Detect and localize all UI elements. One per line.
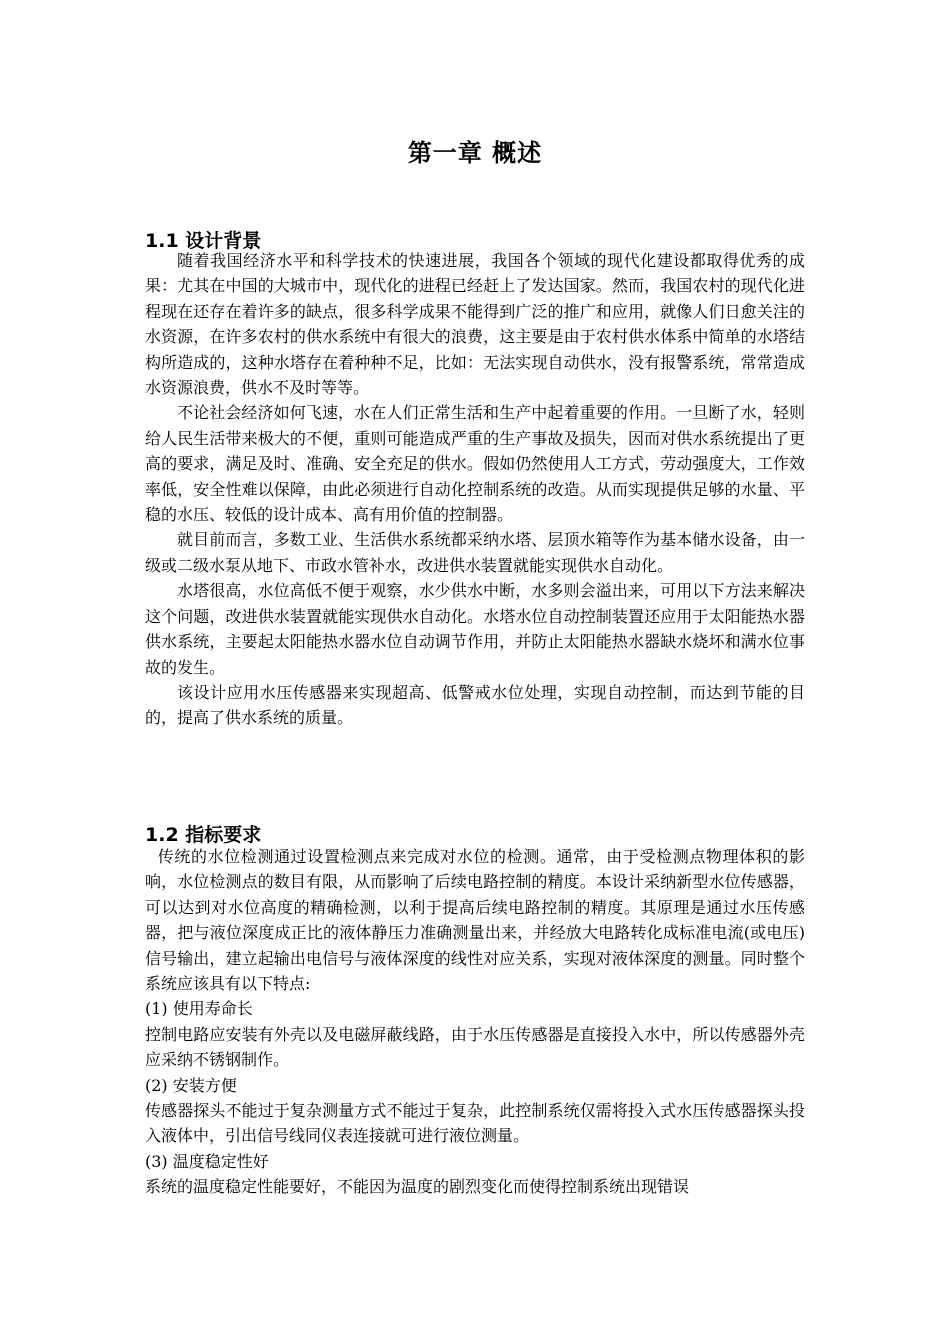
paragraph: 不论社会经济如何飞速，水在人们正常生活和生产中起着重要的作用。一旦断了水，轻则给人民生活带来极大的不便，重则可能造成严重的生产事故及损失，因而对供水系统提出了更高的要求，满足及时、准确、安全充足的供水。假如仍然使用人工方式，劳动强度大，工作效率低，安全性难以保障，由此必须进行自动化控制系统的改造。从而实现提供足够的水量、平稳的水压、较低的设计成本、高有用价值的控制器。	[145, 403, 805, 525]
paragraph: 就目前而言，多数工业、生活供水系统都采纳水塔、层顶水箱等作为基本储水设备，由一级或二级水泵从地下、市政水管补水，改进供水装置就能实现供水自动化。	[145, 530, 805, 575]
paragraph: 该设计应用水压传感器来实现超高、低警戒水位处理，实现自动控制，而达到节能的目的，提高了供水系统的质量。	[145, 682, 805, 728]
list-item-text: 控制电路应安装有外壳以及电磁屏蔽线路，由于水压传感器是直接投入水中，所以传感器外壳应采纳不锈钢制作。	[145, 1024, 805, 1070]
section-heading-design-background: 1.1 设计背景	[145, 230, 262, 252]
list-item-label: (1) 使用寿命长	[145, 999, 253, 1019]
paragraph: 随着我国经济水平和科学技术的快速进展，我国各个领域的现代化建设都取得优秀的成果：尤其在中国的大城市中，现代化的进程已经赶上了发达国家。然而，我国农村的现代化进程现在还存在着许多的缺点，很多科学成果不能得到广泛的推广和应用，就像人们日愈关注的水资源，在许多农村的供水系统中有很大的浪费，这主要是由于农村供水体系中简单的水塔结构所造成的，这种水塔存在着种种不足，比如：无法实现自动供水，没有报警系统，常常造成水资源浪费，供水不及时等等。	[145, 251, 805, 398]
list-item-label: (2) 安装方便	[145, 1075, 237, 1095]
paragraph: 传统的水位检测通过设置检测点来完成对水位的检测。通常，由于受检测点物理体积的影响，水位检测点的数目有限，从而影响了后续电路控制的精度。本设计采纳新型水位传感器，可以达到对水位高度的精确检测，以利于提高后续电路控制的精度。其原理是通过水压传感器，把与液位深度成正比的液体静压力准确测量出来，并经放大电路转化成标准电流(或电压)信号输出，建立起输出电信号与液体深度的线性对应关系，实现对液体深度的测量。同时整个系统应该具有以下特点:	[145, 847, 805, 994]
list-item-text: 传感器探头不能过于复杂测量方式不能过于复杂，此控制系统仅需将投入式水压传感器探头投入液体中，引出信号线同仪表连接就可进行液位测量。	[145, 1101, 805, 1146]
chapter-title: 第一章 概述	[407, 139, 543, 167]
list-item-text: 系统的温度稳定性能要好，不能因为温度的剧烈变化而使得控制系统出现错误	[145, 1177, 690, 1197]
section-body-requirements	[145, 844, 805, 1200]
paragraph: 水塔很高，水位高低不便于观察，水少供水中断，水多则会溢出来，可用以下方法来解决这个问题，改进供水装置就能实现供水自动化。水塔水位自动控制装置还应用于太阳能热水器供水系统，主要起太阳能热水器水位自动调节作用，并防止太阳能热水器缺水烧坏和满水位事故的发生。	[145, 581, 805, 677]
section-heading-requirements: 1.2 指标要求	[145, 824, 262, 846]
section-body-design-background	[145, 248, 805, 731]
list-item-label: (3) 温度稳定性好	[145, 1151, 269, 1171]
